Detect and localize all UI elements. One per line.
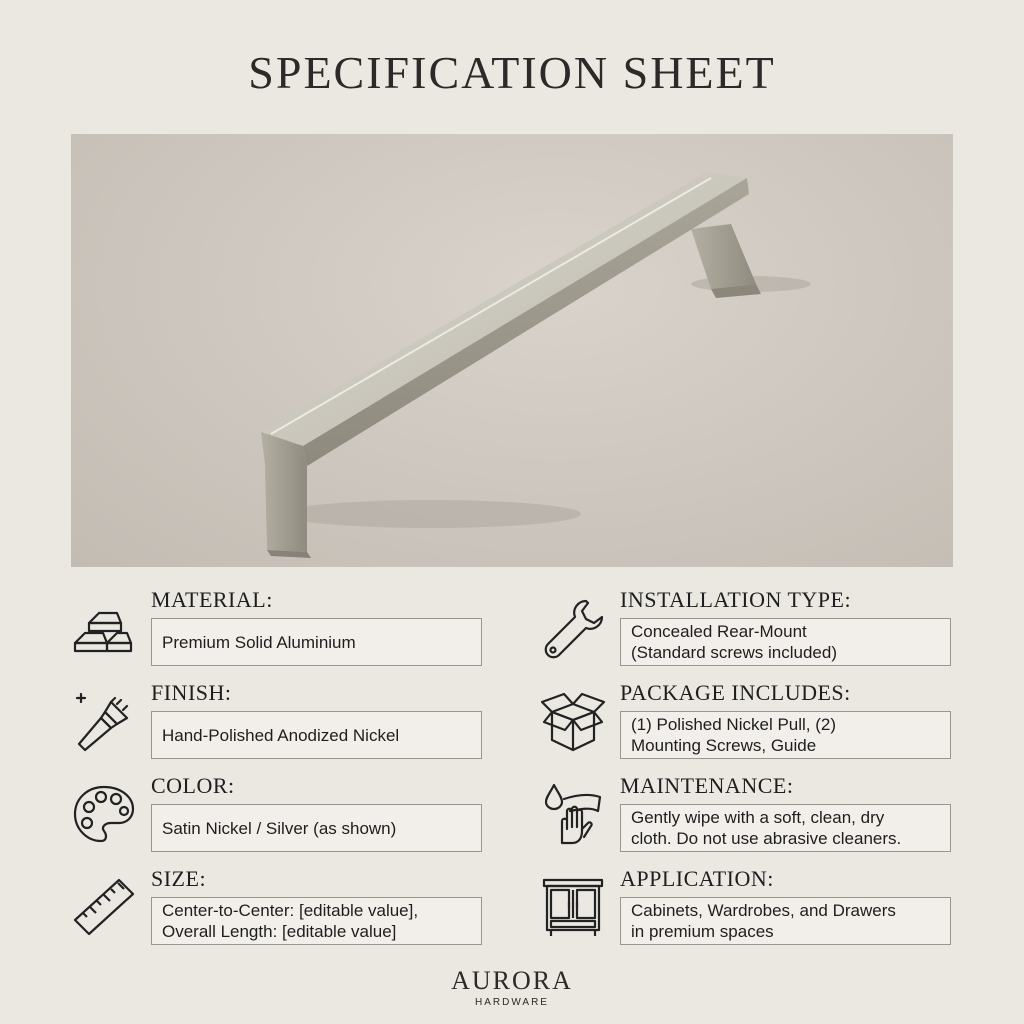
material-value: Premium Solid Aluminium xyxy=(162,632,356,652)
palette-icon xyxy=(71,781,137,847)
application-value: Cabinets, Wardrobes, and Drawers in premium spaces xyxy=(631,901,896,941)
wipe-hand-icon xyxy=(540,781,606,847)
installation-value: Concealed Rear-Mount (Standard screws included) xyxy=(631,622,837,662)
material-label: MATERIAL: xyxy=(151,587,273,612)
cabinet-pull-image xyxy=(71,134,953,567)
open-box-icon xyxy=(540,688,606,754)
size-value: Center-to-Center: [editable value], Overall Length: [editable value] xyxy=(162,901,419,941)
size-value-box xyxy=(151,897,482,945)
product-photo xyxy=(71,134,953,567)
finish-label: FINISH: xyxy=(151,680,232,705)
color-value-box xyxy=(151,804,482,852)
paintbrush-icon xyxy=(71,688,137,754)
finish-value-box xyxy=(151,711,482,759)
installation-label: INSTALLATION TYPE: xyxy=(620,587,852,612)
maintenance-value-box xyxy=(620,804,951,852)
size-label: SIZE: xyxy=(151,866,207,891)
application-value-box xyxy=(620,897,951,945)
package-value: (1) Polished Nickel Pull, (2) Mounting Screws, Guide xyxy=(631,715,837,755)
finish-value: Hand-Polished Anodized Nickel xyxy=(162,725,400,745)
package-label: PACKAGE INCLUDES: xyxy=(620,680,851,705)
brand-logo: AURORA xyxy=(451,966,573,995)
package-value-box xyxy=(620,711,951,759)
maintenance-value: Gently wipe with a soft, clean, dry cloth. Do not use abrasive cleaners. xyxy=(631,808,902,848)
color-label: COLOR: xyxy=(151,773,235,798)
material-value-box xyxy=(151,618,482,666)
wrench-icon xyxy=(540,595,606,661)
cabinet-icon xyxy=(540,874,606,940)
installation-value-box xyxy=(620,618,951,666)
maintenance-label: MAINTENANCE: xyxy=(620,773,794,798)
brand-subtitle: HARDWARE xyxy=(475,997,549,1008)
ruler-icon xyxy=(71,874,137,940)
page-title: SPECIFICATION SHEET xyxy=(248,47,776,98)
ingots-icon xyxy=(71,595,137,661)
color-value: Satin Nickel / Silver (as shown) xyxy=(162,818,397,838)
application-label: APPLICATION: xyxy=(620,866,774,891)
